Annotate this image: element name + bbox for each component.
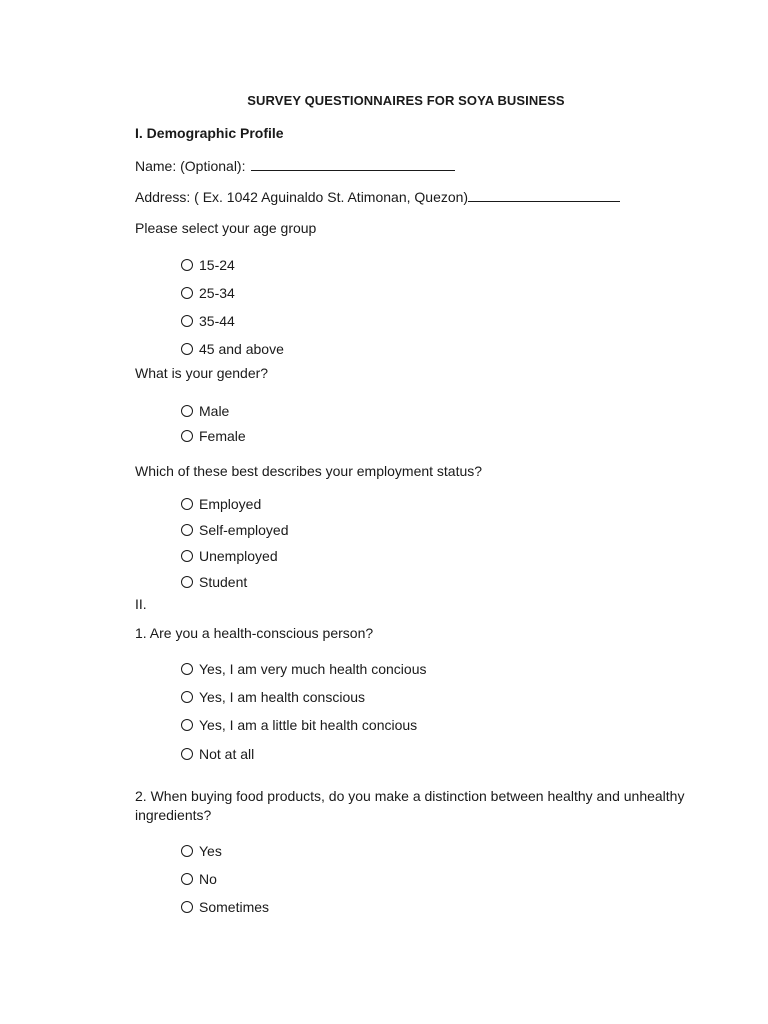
option-age-25-34[interactable] (181, 284, 235, 302)
age-question: Please select your age group (135, 220, 317, 236)
question-1: 1. Are you a health-conscious person? (135, 625, 374, 641)
option-label: Student (199, 574, 248, 590)
radio-circle-icon[interactable] (181, 845, 193, 857)
radio-circle-icon[interactable] (181, 550, 193, 562)
radio-circle-icon[interactable] (181, 873, 193, 885)
section-heading-ii: II. (135, 596, 147, 612)
radio-circle-icon[interactable] (181, 524, 193, 536)
option-unemployed[interactable] (181, 547, 278, 565)
address-row (135, 187, 620, 206)
option-label: 15-24 (199, 257, 235, 273)
name-row (135, 156, 455, 175)
radio-circle-icon[interactable] (181, 259, 193, 271)
address-label: Address: ( Ex. 1042 Aguinaldo St. Atimonan, Quezon) (135, 189, 469, 205)
radio-circle-icon[interactable] (181, 691, 193, 703)
option-label: Sometimes (199, 899, 270, 915)
radio-circle-icon[interactable] (181, 901, 193, 913)
option-age-45-above[interactable] (181, 340, 284, 358)
option-label: Yes (199, 843, 222, 859)
name-blank-line[interactable] (251, 156, 455, 171)
option-q1-very-health-concious[interactable] (181, 660, 427, 678)
option-label: Female (199, 428, 246, 444)
question-2: 2. When buying food products, do you make a distinction between healthy and unhealthy ingredients? (135, 788, 685, 823)
radio-circle-icon[interactable] (181, 498, 193, 510)
section-heading-demographic: I. Demographic Profile (135, 125, 284, 141)
document-title: SURVEY QUESTIONNAIRES FOR SOYA BUSINESS (247, 93, 565, 108)
option-label: Male (199, 403, 230, 419)
radio-circle-icon[interactable] (181, 748, 193, 760)
address-blank-line[interactable] (468, 187, 620, 202)
option-label: 35-44 (199, 313, 235, 329)
option-label: Unemployed (199, 548, 278, 564)
radio-circle-icon[interactable] (181, 287, 193, 299)
option-label: No (199, 871, 217, 887)
radio-circle-icon[interactable] (181, 576, 193, 588)
option-q2-no[interactable] (181, 870, 217, 888)
option-label: Not at all (199, 746, 255, 762)
option-q1-little-bit[interactable] (181, 716, 417, 734)
option-age-15-24[interactable] (181, 256, 235, 274)
radio-circle-icon[interactable] (181, 343, 193, 355)
radio-circle-icon[interactable] (181, 430, 193, 442)
option-student[interactable] (181, 573, 247, 591)
radio-circle-icon[interactable] (181, 405, 193, 417)
option-q2-yes[interactable] (181, 842, 222, 860)
employment-question: Which of these best describes your employment status? (135, 463, 483, 479)
option-self-employed[interactable] (181, 521, 289, 539)
option-label: Employed (199, 496, 262, 512)
option-label: 45 and above (199, 341, 284, 357)
option-label: Yes, I am very much health concious (199, 661, 427, 677)
option-label: 25-34 (199, 285, 235, 301)
radio-circle-icon[interactable] (181, 315, 193, 327)
option-age-35-44[interactable] (181, 312, 235, 330)
option-q1-health-conscious[interactable] (181, 688, 365, 706)
option-label: Yes, I am health conscious (199, 689, 366, 705)
option-q2-sometimes[interactable] (181, 898, 269, 916)
option-gender-male[interactable] (181, 402, 229, 420)
option-gender-female[interactable] (181, 427, 246, 445)
radio-circle-icon[interactable] (181, 663, 193, 675)
option-employed[interactable] (181, 495, 261, 513)
option-label: Yes, I am a little bit health concious (199, 717, 418, 733)
gender-question: What is your gender? (135, 365, 269, 381)
radio-circle-icon[interactable] (181, 719, 193, 731)
name-label: Name: (Optional): (135, 158, 246, 174)
option-q1-not-at-all[interactable] (181, 745, 254, 763)
option-label: Self-employed (199, 522, 289, 538)
